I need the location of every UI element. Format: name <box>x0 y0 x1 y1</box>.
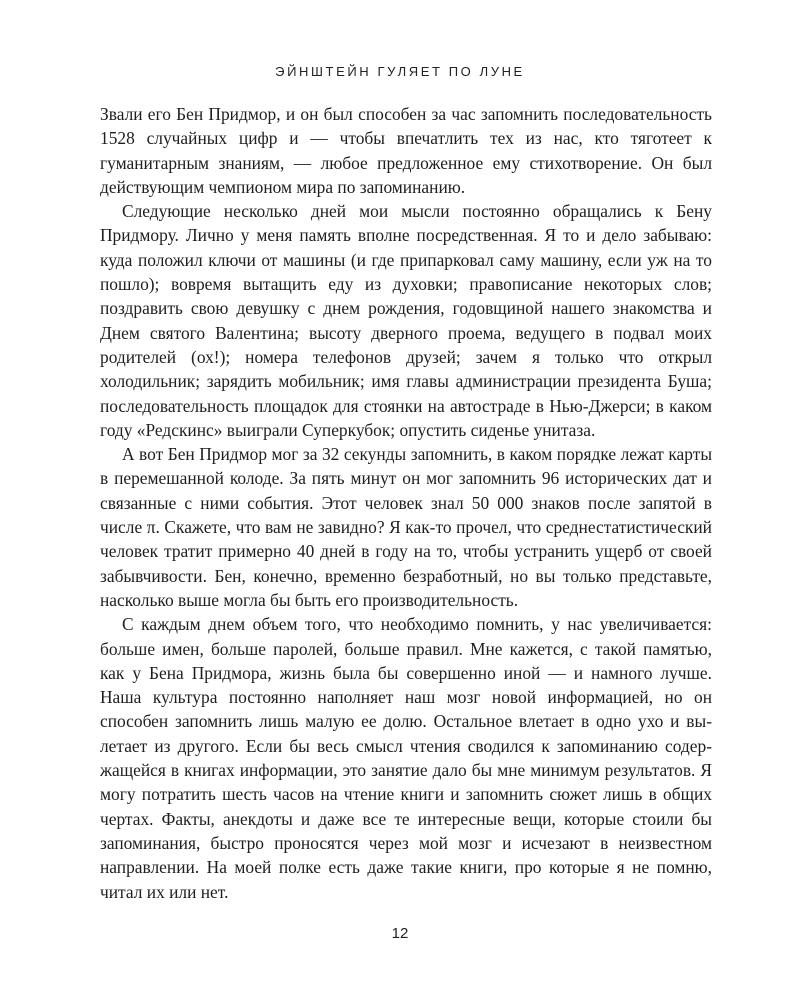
running-head: ЭЙНШТЕЙН ГУЛЯЕТ ПО ЛУНЕ <box>275 64 525 79</box>
paragraph-2: Следующие несколько дней мои мысли постоянно обращались к Бену Придмору. Лично у меня память вполне посредственная. Я то и дело забываю: куда положил ключи от машины (и где припарковал саму машину, если уж на то пошло); вовремя вытащить еду из духовки; правописание некоторых слов; поздравить свою девушку с днем рождения, годовщиной нашего знакомства и Днем святого Валентина; высоту дверного проема, ведущего в подвал моих родителей (ох!); номера телефонов друзей; зачем я только что открыл холодильник; зарядить мобильник; имя главы администрации президента Буша; последовательность площадок для стоянки на автостраде в Нью-Джерси; в каком году «Редскинс» выиграли Суперкубок; опустить сиденье унитаза. <box>100 201 712 440</box>
body-text <box>100 102 712 904</box>
paragraph-1: Звали его Бен Придмор, и он был способен за час запомнить последовательность 1528 случайных цифр и — чтобы впечатлить тех из нас, кто тяготеет к гуманитарным знаниям, — любое предложенное ему стихотворение. Он был действующим чемпионом мира по запоминанию. <box>100 104 712 197</box>
page-number: 12 <box>391 925 409 942</box>
paragraph-3: А вот Бен Придмор мог за 32 секунды запомнить, в каком порядке лежат карты в перемешанной колоде. За пять минут он мог запомнить 96 исторических дат и связанные с ними события. Этот человек знал 50 000 знаков после запятой в числе π. Скажете, что вам не завидно? Я как-то прочел, что среднестатистический человек тратит примерно 40 дней в году на то, чтобы устранить ущерб от своей забывчивости. Бен, конечно, временно безработный, но вы только представьте, насколько выше могла бы быть его производительность. <box>100 444 712 610</box>
paragraph-4: С каждым днем объем того, что необходимо помнить, у нас увеличивается: больше имен, больше паролей, больше правил. Мне кажется, с такой памятью, как у Бена Придмора, жизнь была бы совершенно иной — и намного лучше. Наша культура постоянно наполняет наш мозг новой информацией, но он способен запомнить лишь малую ее долю. Остальное влетает в одно ухо и вылетает из другого. Если бы весь смысл чтения сводился к запоминанию содержащейся в книгах информации, это занятие дало бы мне минимум результатов. Я могу потратить шесть часов на чтение книги и запомнить сюжет лишь в общих чертах. Факты, анекдоты и даже все те интересные вещи, которые стоили бы запоминания, быстро проносятся через мой мозг и исчезают в неизвестном направлении. На моей полке есть даже такие книги, про которые я не помню, читал их или нет. <box>100 614 712 902</box>
